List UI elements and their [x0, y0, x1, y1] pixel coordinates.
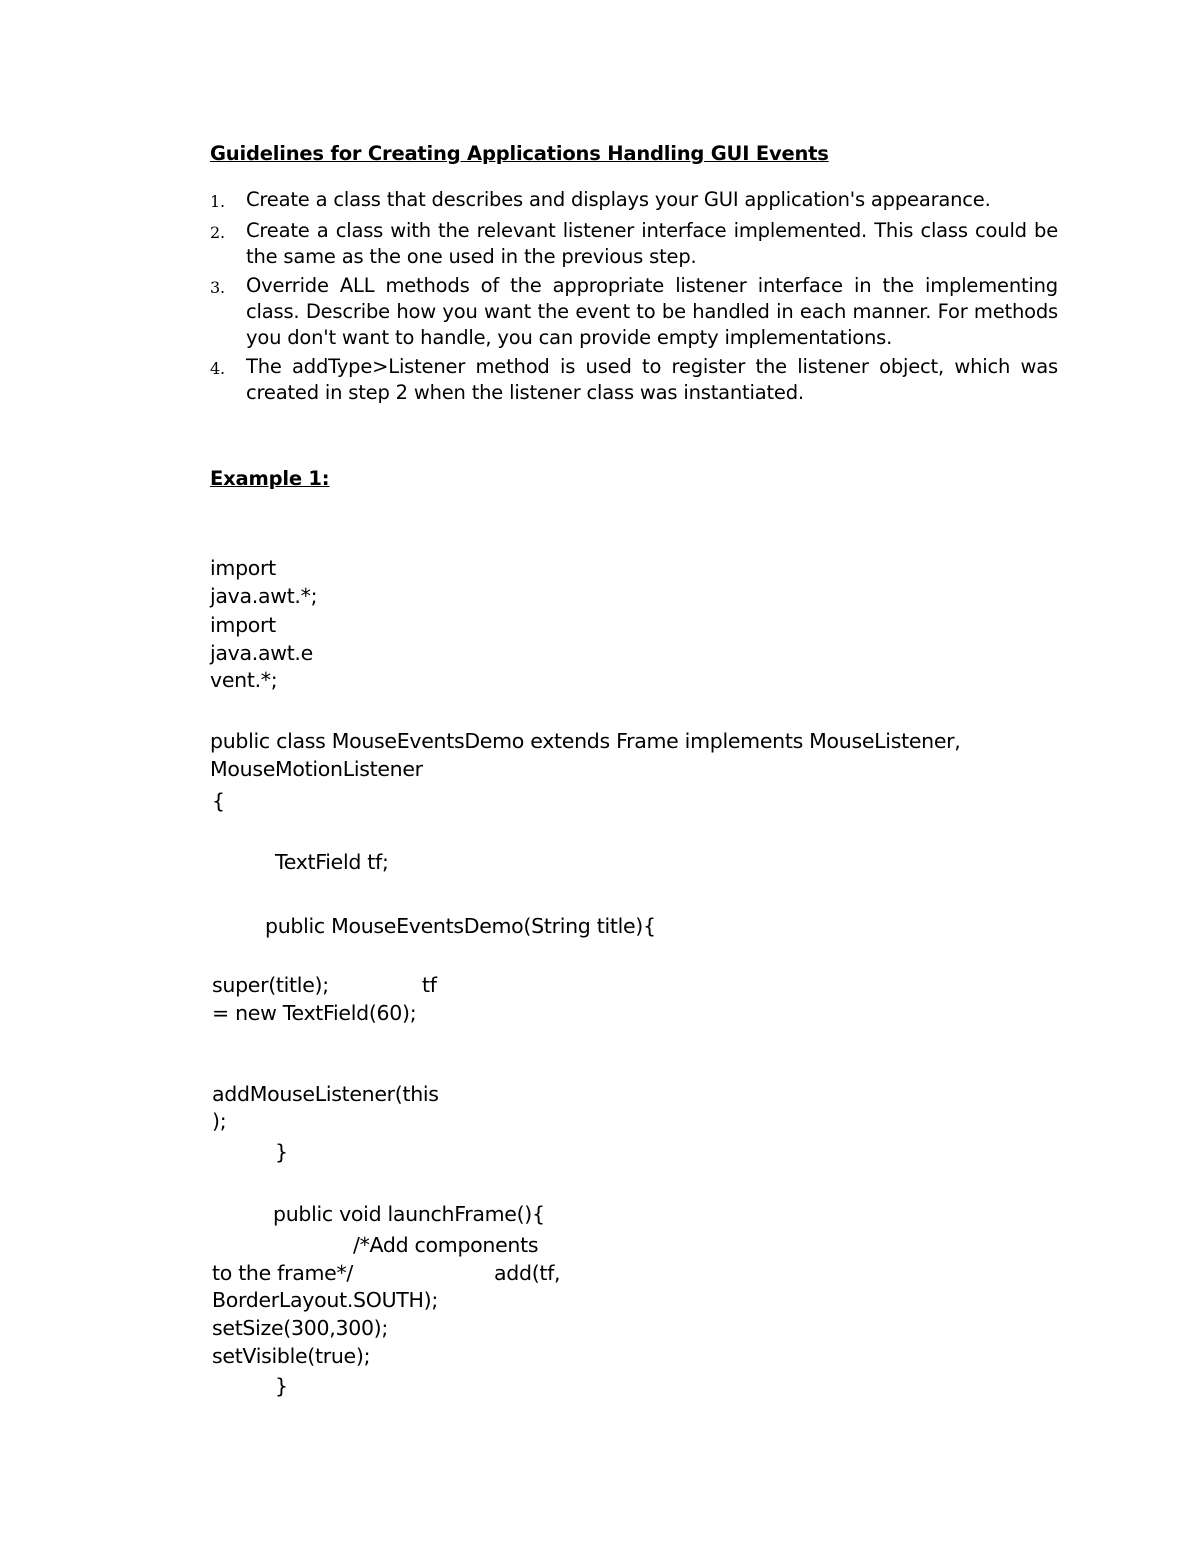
code-line: {	[212, 789, 225, 813]
list-number: 4.	[210, 359, 225, 378]
code-line: import	[210, 613, 276, 637]
code-line: super(title);	[212, 973, 329, 997]
code-line: tf	[422, 973, 437, 997]
code-line: }	[275, 1140, 288, 1164]
list-number: 1.	[210, 192, 225, 211]
page-title: Guidelines for Creating Applications Handling GUI Events	[210, 142, 829, 165]
code-line: MouseMotionListener	[210, 757, 423, 781]
code-line: import	[210, 556, 276, 580]
code-line: public void launchFrame(){	[273, 1202, 545, 1226]
code-line: public MouseEventsDemo(String title){	[265, 914, 656, 938]
code-line: }	[275, 1374, 288, 1398]
list-item	[210, 218, 1058, 270]
list-text: Create a class with the relevant listener interface implemented. This class could be the same as the one used in the previous step.	[246, 219, 1058, 268]
code-line: );	[212, 1109, 227, 1133]
list-number: 2.	[210, 223, 225, 242]
list-text: Override ALL methods of the appropriate listener interface in the implementing class. Describe how you want the event to be handled in each manner. For methods you don't want to handle, you can provide empty implementations.	[246, 274, 1058, 349]
list-item	[210, 273, 1058, 351]
code-line: BorderLayout.SOUTH);	[212, 1288, 438, 1312]
code-line: add(tf,	[494, 1261, 561, 1285]
guidelines-list	[210, 187, 1058, 409]
code-line: java.awt.*;	[210, 584, 318, 608]
code-line: java.awt.e	[210, 641, 313, 665]
list-text: Create a class that describes and displays your GUI application's appearance.	[246, 188, 991, 211]
code-line: vent.*;	[210, 668, 278, 692]
example-heading: Example 1:	[210, 467, 330, 490]
code-line: public class MouseEventsDemo extends Frame implements MouseListener,	[210, 729, 961, 753]
list-number: 3.	[210, 278, 225, 297]
code-line: to the frame*/	[212, 1261, 354, 1285]
list-item	[210, 187, 1058, 215]
code-line: TextField tf;	[275, 850, 389, 874]
list-text: The addType>Listener method is used to register the listener object, which was created in step 2 when the listener class was instantiated.	[246, 355, 1058, 404]
code-line: setSize(300,300);	[212, 1316, 388, 1340]
code-line: setVisible(true);	[212, 1344, 371, 1368]
code-line: /*Add components	[353, 1233, 539, 1257]
list-item	[210, 354, 1058, 406]
code-line: = new TextField(60);	[212, 1001, 417, 1025]
code-line: addMouseListener(this	[212, 1082, 439, 1106]
